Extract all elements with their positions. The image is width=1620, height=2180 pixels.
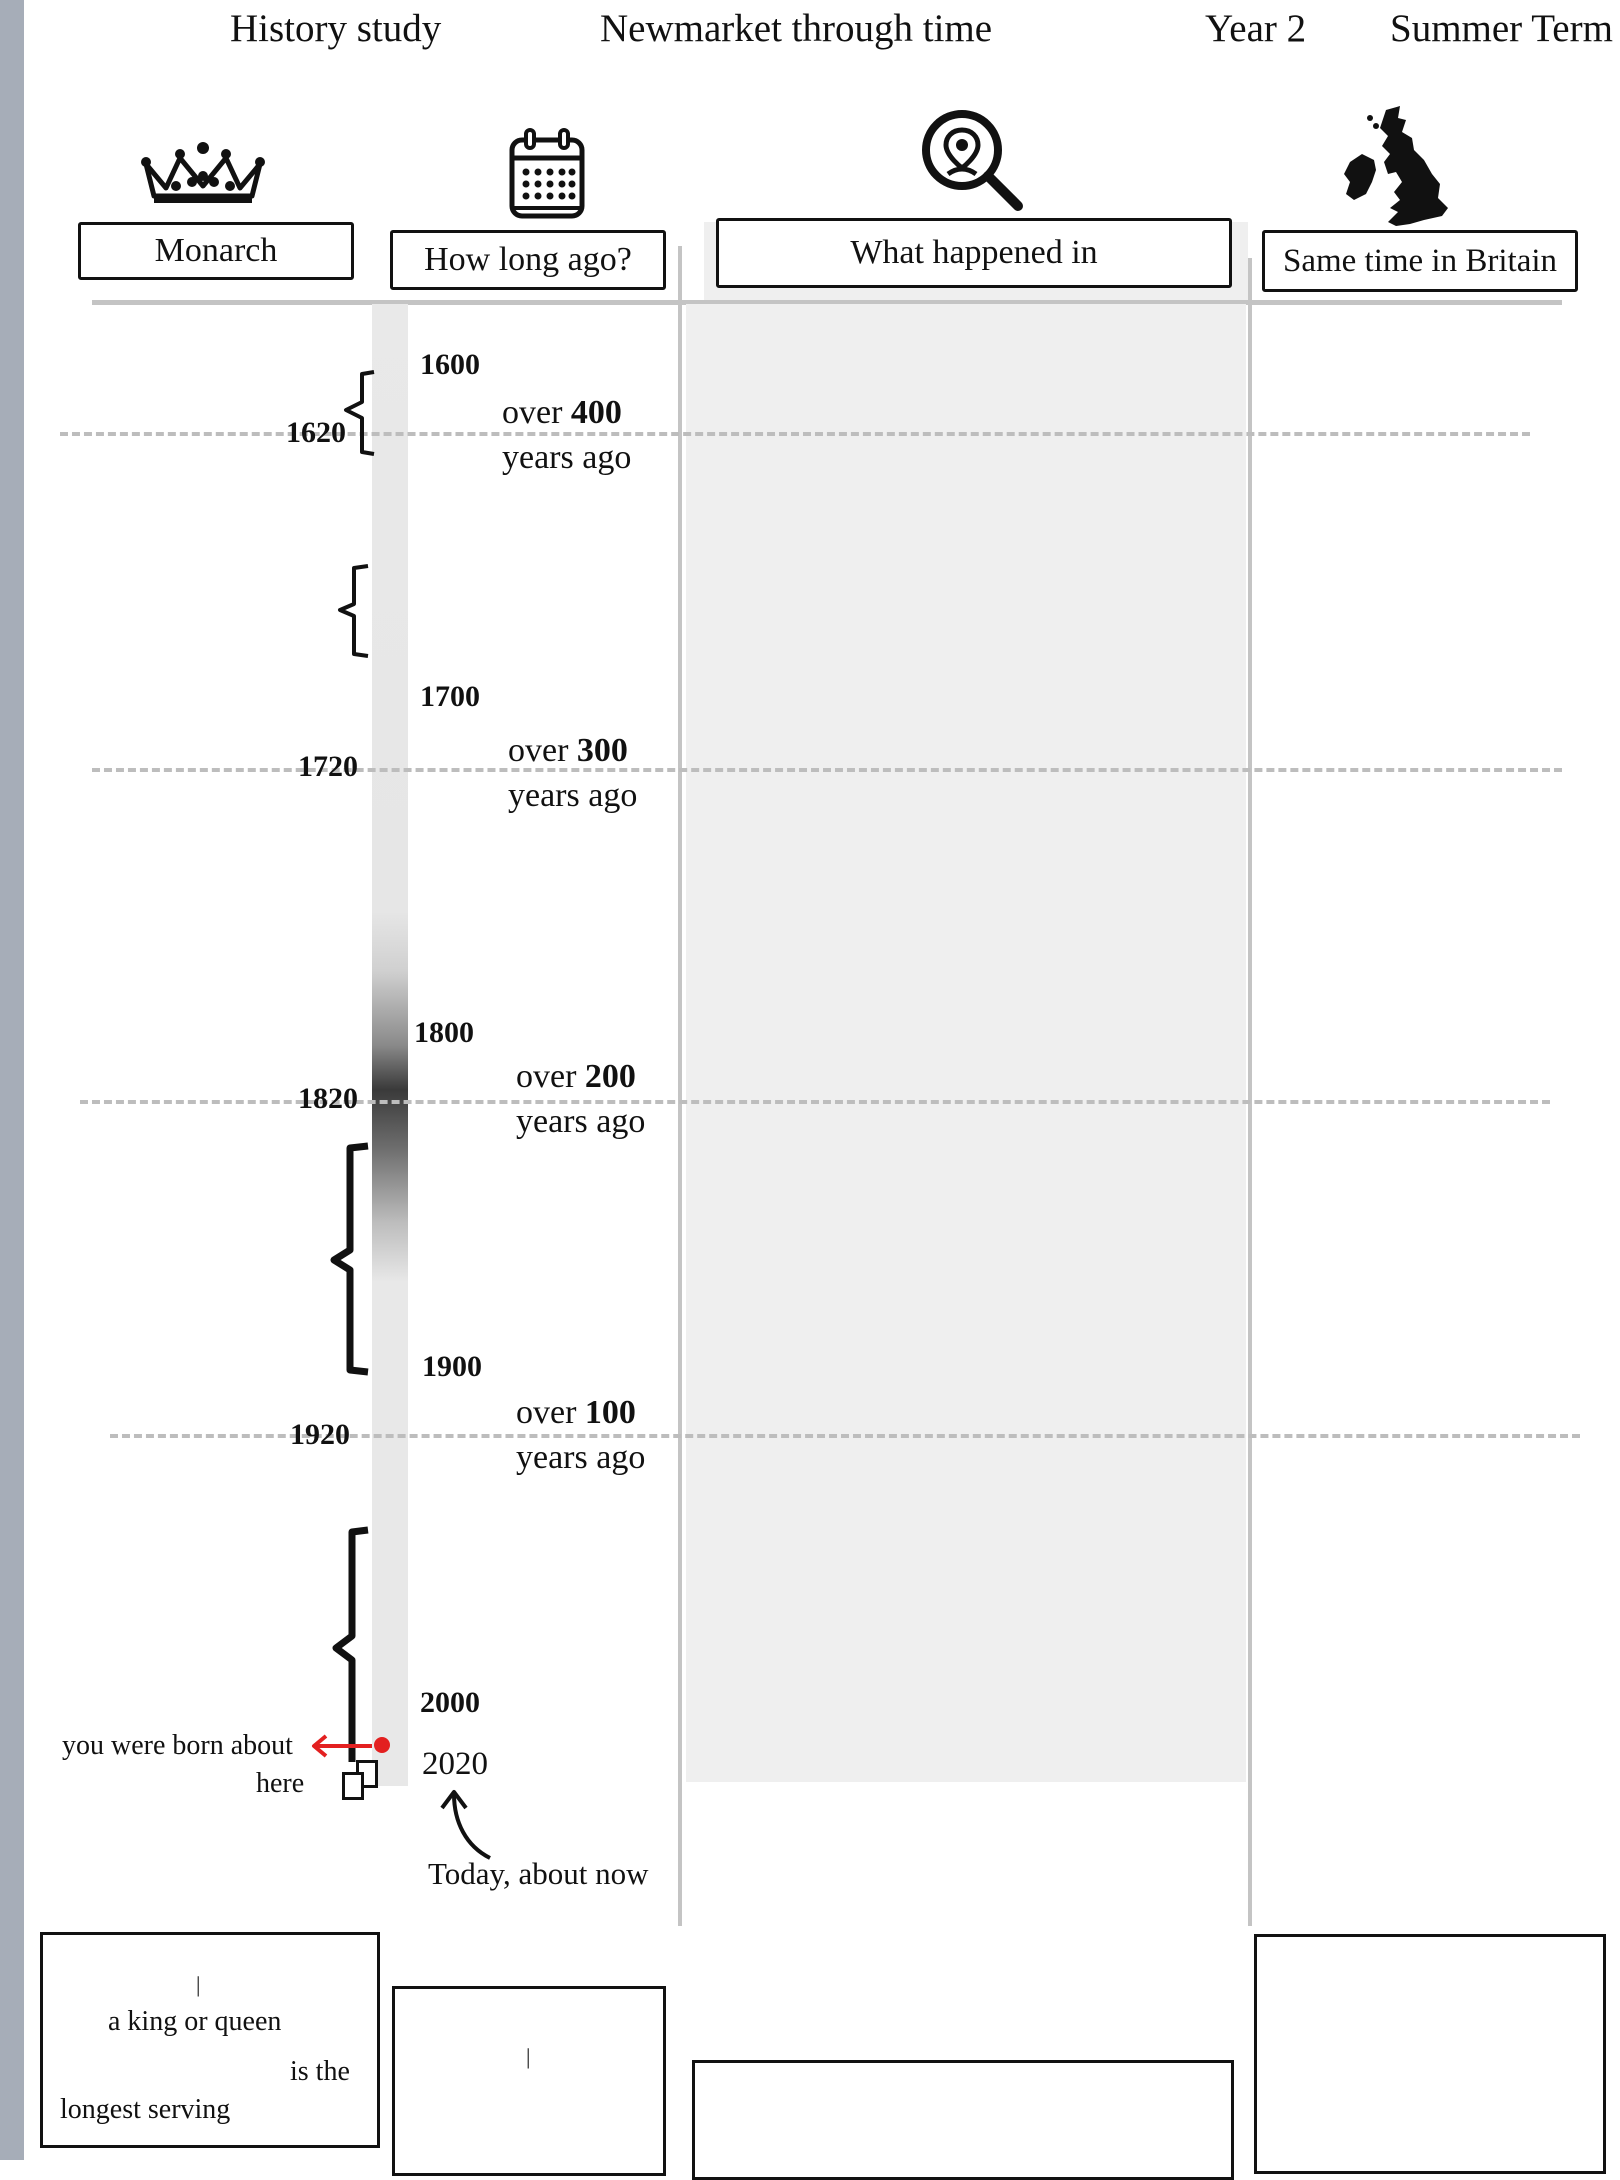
left-margin-bar xyxy=(0,0,24,2160)
text-cursor-mark: | xyxy=(196,1972,201,1997)
century-label: 1700 xyxy=(420,680,480,713)
location-search-icon xyxy=(920,108,1024,212)
what-happened-column[interactable] xyxy=(686,304,1246,1782)
calendar-icon xyxy=(508,128,586,220)
text-cursor-mark: | xyxy=(526,2044,531,2069)
topic-title: Newmarket through time xyxy=(600,7,993,50)
curved-arrow xyxy=(436,1786,496,1862)
years-ago-label: over 200 years ago xyxy=(516,1058,646,1140)
now-year: 2020 xyxy=(422,1746,488,1782)
what-happened-column-header: What happened in xyxy=(716,218,1232,288)
monarch-prompt-line3: longest serving xyxy=(60,2094,231,2125)
dashed-line-1620 xyxy=(60,432,1530,436)
column-divider-right xyxy=(1248,258,1252,1926)
monarch-prompt-line1: a king or queen xyxy=(108,2006,282,2037)
years-ago-label: over 400 years ago xyxy=(502,394,632,476)
small-square xyxy=(342,1772,364,1800)
marker-year: 1820 xyxy=(298,1082,358,1115)
reign-brace xyxy=(328,1526,372,1762)
born-arrow xyxy=(310,1732,394,1762)
british-isles-map-icon xyxy=(1340,104,1452,230)
century-label: 1600 xyxy=(420,348,480,381)
reign-brace xyxy=(328,1142,372,1378)
century-label: 2000 xyxy=(420,1686,480,1719)
year-label: Year 2 xyxy=(1205,7,1307,50)
marker-year: 1620 xyxy=(286,416,346,449)
britain-answer-box[interactable] xyxy=(1254,1934,1606,2174)
marker-year: 1720 xyxy=(298,750,358,783)
reign-brace xyxy=(334,564,374,658)
what-happened-answer-box[interactable] xyxy=(692,2060,1234,2180)
marker-year: 1920 xyxy=(290,1418,350,1451)
crown-icon xyxy=(140,138,266,208)
years-ago-label: over 100 years ago xyxy=(516,1394,646,1476)
timeline-bar xyxy=(372,304,408,1786)
how-long-column-header: How long ago? xyxy=(390,230,666,290)
term-label: Summer Term xyxy=(1390,7,1613,50)
today-label: Today, about now xyxy=(428,1856,649,1891)
monarch-prompt-line2: is the xyxy=(290,2056,350,2087)
born-label-line2: here xyxy=(256,1768,305,1799)
subject-label: History study xyxy=(230,7,442,50)
how-long-answer-box[interactable] xyxy=(392,1986,666,2176)
years-ago-label: over 300 years ago xyxy=(508,732,638,814)
century-label: 1900 xyxy=(422,1350,482,1383)
column-divider-left xyxy=(678,246,682,1926)
born-label-line1: you were born about xyxy=(62,1730,293,1761)
britain-column-header: Same time in Britain xyxy=(1262,230,1578,292)
reign-brace xyxy=(340,370,380,456)
century-label: 1800 xyxy=(414,1016,474,1049)
monarch-column-header: Monarch xyxy=(78,222,354,280)
